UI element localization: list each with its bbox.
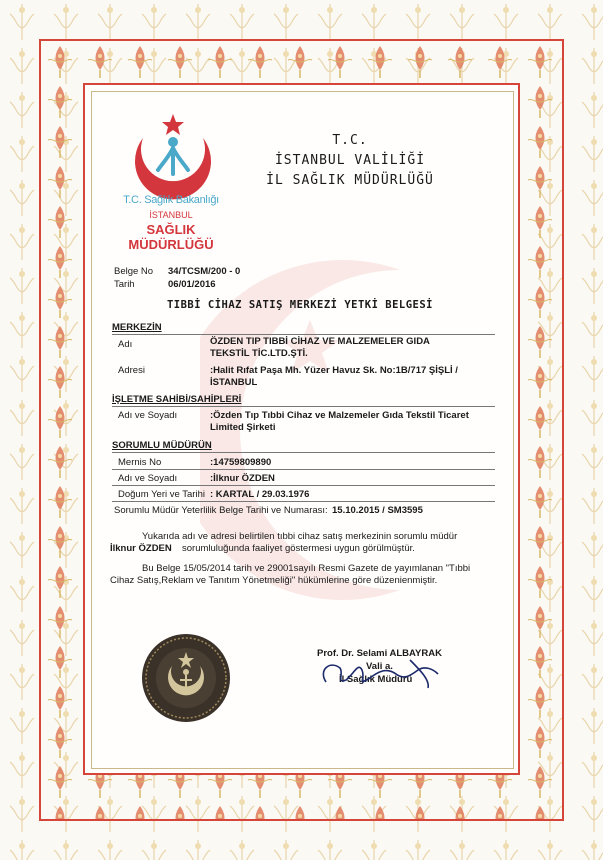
tarih-label: Tarih bbox=[114, 279, 135, 290]
merkez-adi-value-2: TEKSTİL TİC.LTD.ŞTİ. bbox=[210, 348, 308, 359]
logo-city-text: İSTANBUL bbox=[149, 210, 193, 220]
signer-role1: Vali a. bbox=[366, 661, 393, 672]
logo-unit-line1: SAĞLIK bbox=[146, 222, 196, 237]
dogum-value: : KARTAL / 29.03.1976 bbox=[210, 489, 310, 500]
logo-unit-line2: MÜDÜRLÜĞÜ bbox=[128, 237, 214, 252]
merkez-adres-value-1: :Halit Rıfat Paşa Mh. Yüzer Havuz Sk. No:1B/717 ŞİŞLİ / bbox=[210, 365, 458, 376]
dogum-label: Doğum Yeri ve Tarihi bbox=[118, 489, 205, 500]
divider bbox=[112, 452, 495, 453]
header-tc: T.C. bbox=[332, 133, 368, 148]
divider bbox=[112, 334, 495, 335]
merkez-adi-value-1: ÖZDEN TIP TIBBİ CİHAZ VE MALZEMELER GIDA bbox=[210, 336, 430, 347]
tarih-value: 06/01/2016 bbox=[168, 279, 216, 290]
section-isletme: İŞLETME SAHİBİ/SAHİPLERİ bbox=[112, 394, 242, 405]
divider bbox=[112, 501, 495, 502]
yeterlilik-value: 15.10.2015 / SM3595 bbox=[332, 505, 423, 516]
belge-no-label: Belge No bbox=[114, 266, 154, 277]
divider bbox=[112, 485, 495, 486]
section-merkez: MERKEZİN bbox=[112, 322, 162, 333]
paragraph-2-line1: Bu Belge 15/05/2014 tarih ve 29001sayılı Resmi Gazete de yayımlanan "Tıbbi bbox=[142, 563, 471, 574]
paragraph-1-line1: Yukarıda adı ve adresi belirtilen tıbbi cihaz satış merkezinin sorumlu müdür bbox=[142, 531, 458, 542]
merkez-adres-label: Adresi bbox=[118, 365, 145, 376]
mernis-value: :14759809890 bbox=[210, 457, 272, 468]
mudur-ad-label: Adı ve Soyadı bbox=[118, 473, 178, 484]
divider bbox=[112, 406, 495, 407]
belge-no-value: 34/TCSM/200 - 0 bbox=[168, 266, 241, 277]
header-mudurluk: İL SAĞLIK MÜDÜRLÜĞÜ bbox=[266, 173, 434, 188]
section-mudur: SORUMLU MÜDÜRÜN bbox=[112, 440, 212, 451]
divider bbox=[112, 469, 495, 470]
paragraph-1-name: İlknur ÖZDEN bbox=[110, 543, 172, 554]
merkez-adres-value-2: İSTANBUL bbox=[210, 377, 258, 388]
mernis-label: Mernis No bbox=[118, 457, 162, 468]
paragraph-1-line2: sorumluluğunda faaliyet göstermesi uygun görülmüştür. bbox=[182, 543, 415, 554]
certificate-title: TIBBİ CİHAZ SATIŞ MERKEZİ YETKİ BELGESİ bbox=[166, 299, 434, 311]
merkez-adi-label: Adı bbox=[118, 339, 133, 350]
signer-name: Prof. Dr. Selami ALBAYRAK bbox=[317, 648, 442, 659]
logo-ministry-text: T.C. Sağlık Bakanlığı bbox=[123, 194, 219, 206]
isletme-label: Adı ve Soyadı bbox=[118, 410, 178, 421]
yeterlilik-label: Sorumlu Müdür Yeterlilik Belge Tarihi ve Numarası: bbox=[114, 505, 328, 516]
paragraph-2-line2: Cihaz Satış,Reklam ve Tanıtım Yönetmeliği" hükümlerine göre düzenienmiştir. bbox=[110, 575, 438, 586]
mudur-ad-value: :İlknur ÖZDEN bbox=[210, 473, 275, 484]
isletme-value-1: :Özden Tıp Tıbbi Cihaz ve Malzemeler Gıda Tekstil Ticaret bbox=[210, 410, 469, 421]
header-valilik: İSTANBUL VALİLİĞİ bbox=[274, 153, 426, 168]
signer-role2: İl Sağlık Müdürü bbox=[339, 674, 413, 685]
isletme-value-2: Limited Şirketi bbox=[210, 422, 276, 433]
official-seal-icon bbox=[140, 632, 232, 724]
handwritten-signature bbox=[300, 640, 460, 700]
